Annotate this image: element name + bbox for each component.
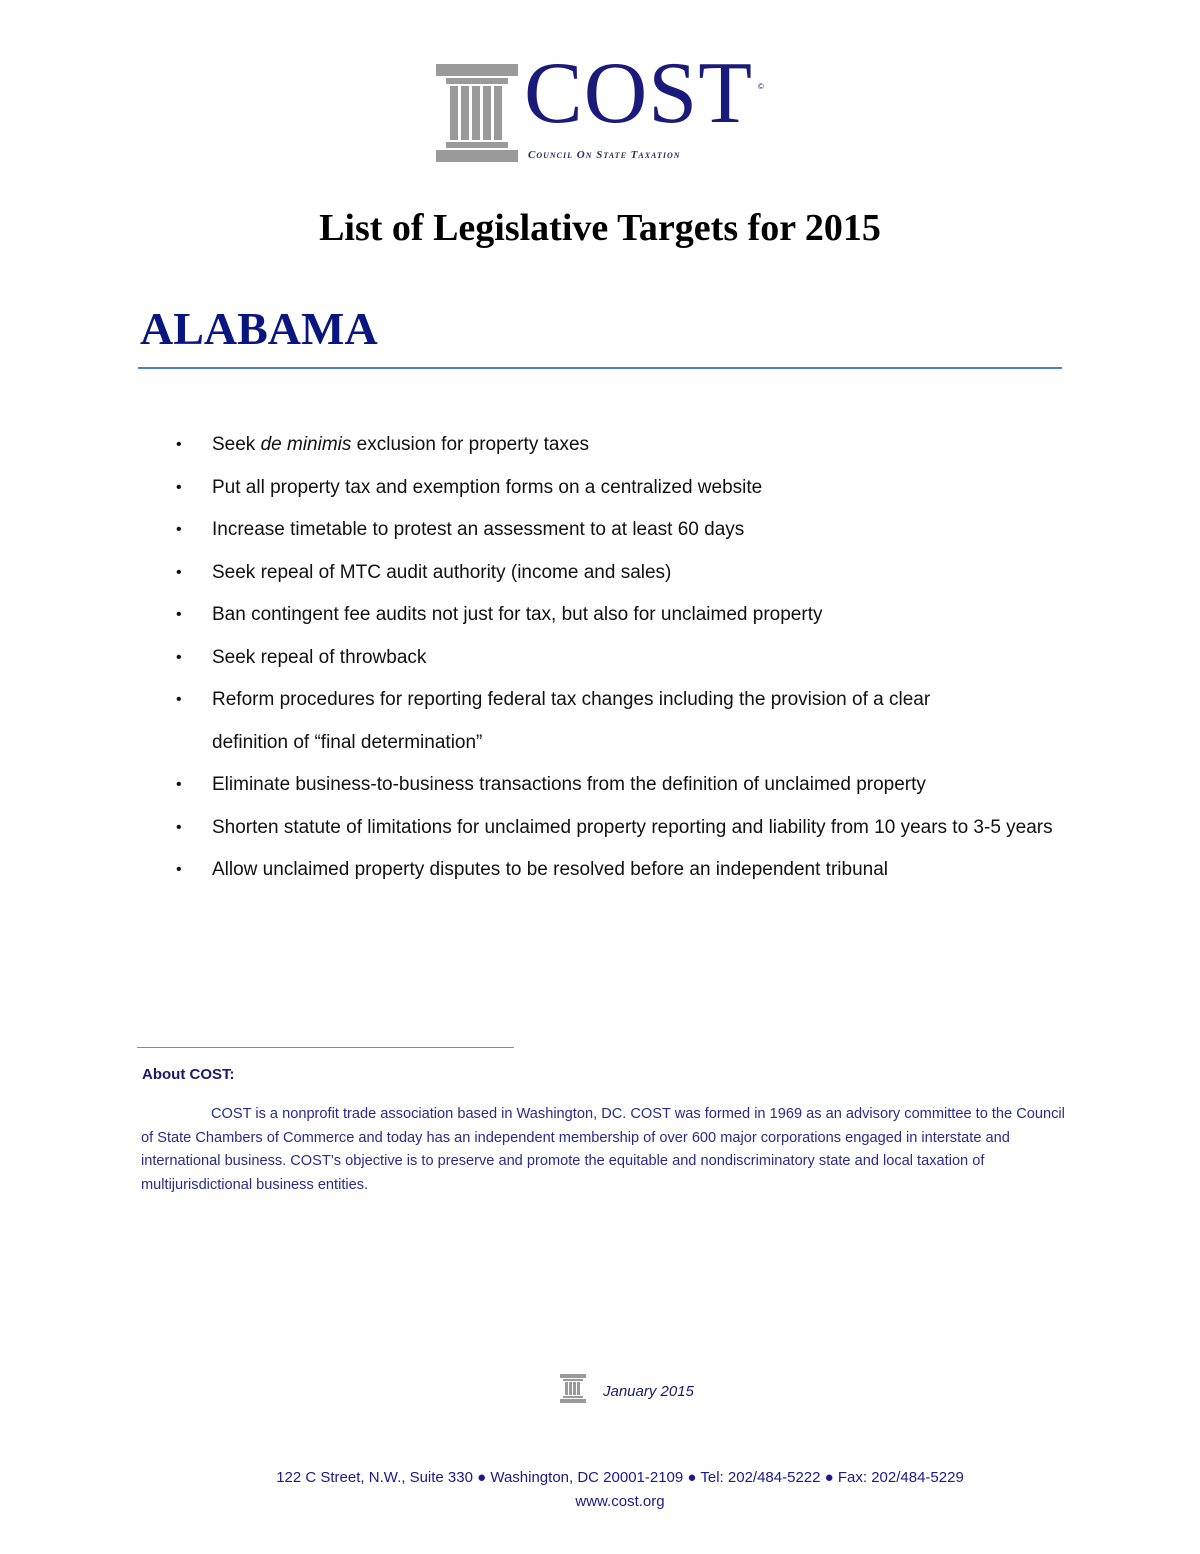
list-item: • Increase timetable to protest an assessment to at least 60 days [176,509,1076,552]
cost-logo [436,45,766,162]
list-item: • Seek de minimis exclusion for property taxes [176,424,1076,467]
bullet-icon: • [176,861,182,878]
bullet-icon: • [176,606,182,623]
footer-website-link[interactable]: www.cost.org [575,1493,665,1510]
copyright-mark: © [758,82,764,91]
bullet-icon: • [176,818,182,836]
list-item: • Put all property tax and exemption forms on a centralized website [176,467,1076,510]
bullet-icon: • [176,776,182,793]
list-item: • Allow unclaimed property disputes to be resolved before an independent tribunal [176,849,1076,892]
targets-list [176,424,1076,892]
pillar-icon [560,1374,586,1402]
bullet-icon: • [176,563,182,581]
list-item: • Seek repeal of MTC audit authority (income and sales) [176,552,1076,595]
bullet-icon: • [176,691,182,708]
list-item: • Reform procedures for reporting federal tax changes including the provision of a clear definition of “final determination” [176,679,1076,764]
about-heading: About COST: [142,1066,235,1083]
bullet-icon: • [176,521,182,538]
bullet-icon: • [176,478,182,496]
list-item: • Shorten statute of limitations for unclaimed property reporting and liability from 10 years to 3-5 years [176,807,1076,850]
list-item: • Seek repeal of throwback [176,637,1076,680]
about-paragraph: COST is a nonprofit trade association based in Washington, DC. COST was formed in 1969 as an advisory committee to the Council of State Chambers of Commerce and today has an independent membership of over 600 major corporations engaged in interstate and international business. COST’s objective is to preserve and promote the equitable and nondiscriminatory state and local taxation of multijurisdictional business entities. [141,1106,1065,1193]
logo-wordmark: COST [524,45,753,142]
logo-subtitle: Council On State Taxation [528,149,681,161]
pillar-icon [436,62,518,162]
publication-date: January 2015 [603,1383,694,1400]
document-title: List of Legislative Targets for 2015 [319,207,881,249]
bullet-icon: • [176,648,182,666]
bullet-icon: • [176,436,182,453]
footer-address: 122 C Street, N.W., Suite 330 ● Washington, DC 20001-2109 ● Tel: 202/484-5222 ● Fax: 202/484-5229 [276,1469,964,1486]
list-item: • Eliminate business-to-business transactions from the definition of unclaimed property [176,764,1076,807]
heading-divider [138,367,1062,369]
state-heading: ALABAMA [140,303,378,354]
footer-date-block [560,1374,760,1404]
list-item: • Ban contingent fee audits not just for tax, but also for unclaimed property [176,594,1076,637]
footnote-divider [137,1047,514,1048]
